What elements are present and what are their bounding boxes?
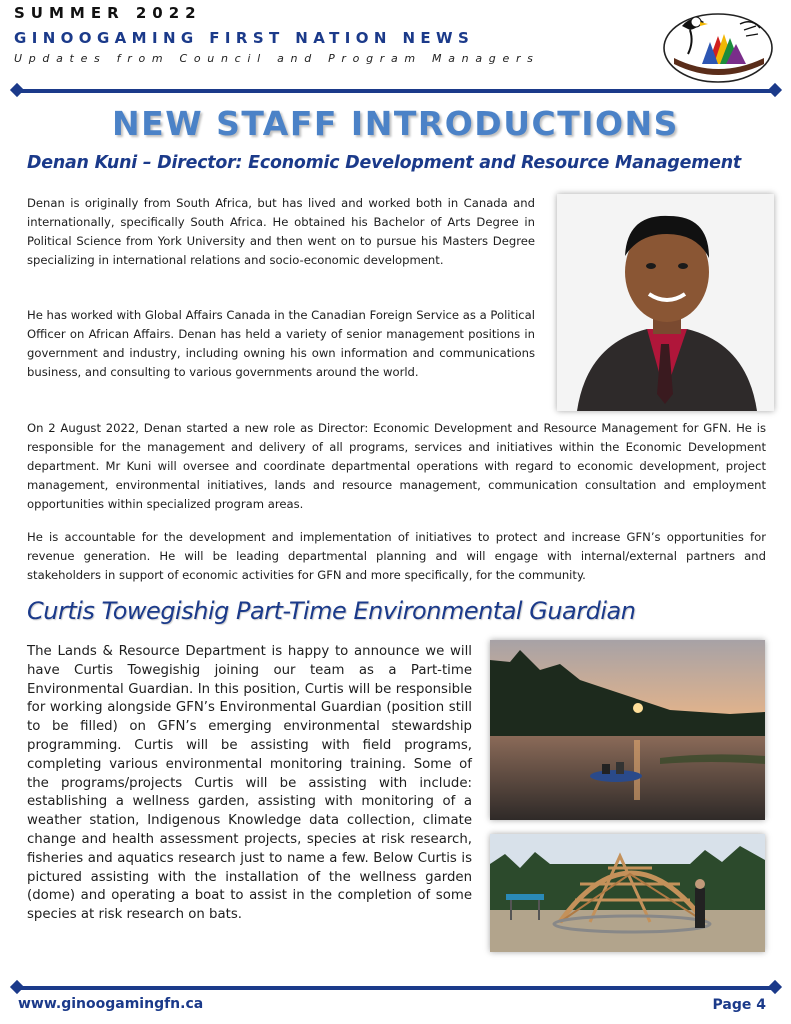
denan-kuni-portrait: [557, 194, 774, 411]
page-number: Page 4: [712, 997, 766, 1013]
header-divider: [18, 89, 774, 93]
section-title-denan: Denan Kuni – Director: Economic Development and Resource Management: [27, 153, 742, 173]
paragraph: He is accountable for the development and implementation of initiatives to protect and increase GFN’s opportunities for revenue generation. He will be leading departmental planning and will engage with internal/external partners and stakeholders in support of economic activities for GFN and more specifically, for the community.: [27, 530, 766, 582]
footer-divider: [18, 986, 774, 990]
newsletter-title: GINOOGAMING FIRST NATION NEWS: [14, 29, 475, 47]
paragraph: On 2 August 2022, Denan started a new role as Director: Economic Development and Resource Management for GFN. He is responsible for the management and delivery of all programs, services and initiatives within the Economic Development department. Mr Kuni will oversee and coordinate departmental operations with regard to economic development, project management, environmental initiatives, lands and resource management, communication consultation and employment opportunities within specialized program areas.: [27, 421, 766, 511]
wellness-garden-dome-photo: [490, 834, 765, 952]
newsletter-subtitle: Updates from Council and Program Managers: [14, 52, 540, 65]
website-link[interactable]: www.ginoogamingfn.ca: [18, 996, 204, 1012]
eagle-turtle-logo-icon: [660, 6, 778, 86]
lake-sunset-boat-photo: [490, 640, 765, 820]
page-heading: NEW STAFF INTRODUCTIONS: [112, 104, 679, 143]
season-label: SUMMER 2022: [14, 4, 202, 22]
paragraph: Denan is originally from South Africa, but has lived and worked both in Canada and internationally, specifically South Africa. He obtained his Bachelor of Arts Degree in Political Science from York University and then went on to pursue his Masters Degree specializing in international relations and socio-economic development.: [27, 196, 535, 267]
paragraph: He has worked with Global Affairs Canada in the Canadian Foreign Service as a Political Officer on African Affairs. Denan has held a variety of senior management positions in government and industry, including owning his own information and communications business, and consulting to various governments around the world.: [27, 308, 535, 379]
section-title-curtis: Curtis Towegishig Part-Time Environmental Guardian: [27, 597, 636, 625]
paragraph: The Lands & Resource Department is happy to announce we will have Curtis Towegishig joining our team as a Part-time Environmental Guardian. In this position, Curtis will be responsible for working alongside GFN’s Environmental Guardian (position still to be filled) on GFN’s emerging environmental stewardship programming. Curtis will be assisting with field programs, completing various environmental monitoring training. Some of the programs/projects Curtis will be assisting with include: establishing a wellness garden, assisting with monitoring of a weather station, Indigenous Knowledge data collection, climate change and health assessment projects, species at risk research, fisheries and aquatics research just to name a few. Below Curtis is pictured assisting with the installation of the wellness garden (dome) and operating a boat to assist in the completion of some species at risk research on bats.: [27, 644, 472, 923]
